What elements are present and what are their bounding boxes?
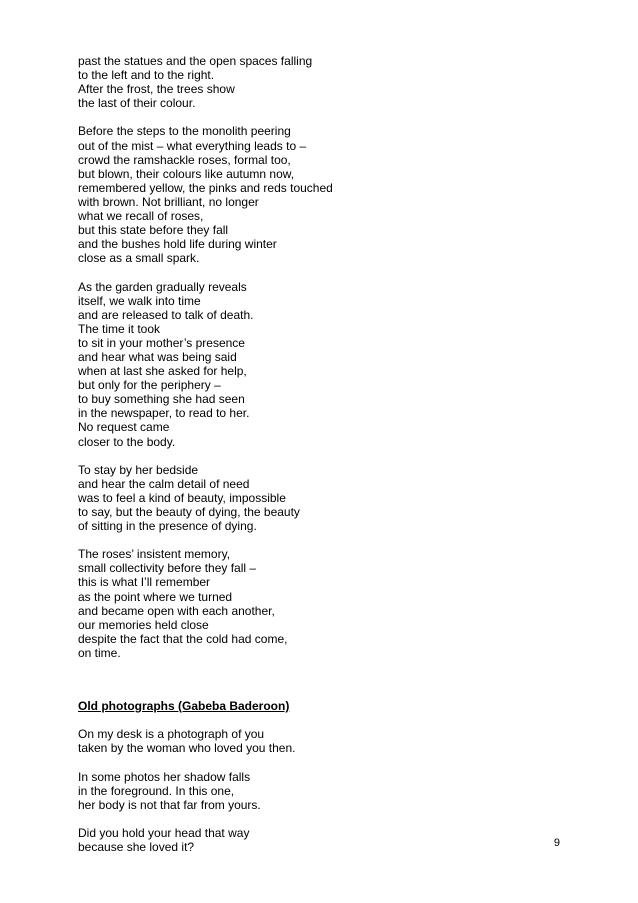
- poem-line: with brown. Not brilliant, no longer: [78, 194, 259, 209]
- poem-line: to buy something she had seen: [78, 392, 245, 407]
- poem-line: this is what I’ll remember: [78, 575, 211, 590]
- poem-text-column: [78, 54, 558, 854]
- poem-line: small collectivity before they fall –: [78, 561, 257, 576]
- poem-line: As the garden gradually reveals: [78, 279, 247, 294]
- poem-line: in the newspaper, to read to her.: [78, 406, 250, 421]
- poem-line: After the frost, the trees show: [78, 82, 235, 97]
- stanza-gap: [78, 449, 558, 463]
- poem-line: but only for the periphery –: [78, 378, 221, 393]
- poem-line: in the foreground. In this one,: [78, 783, 235, 798]
- poem-line: what we recall of roses,: [78, 209, 204, 224]
- poem-line: Did you hold your head that way: [78, 825, 250, 840]
- stanza: [78, 826, 558, 854]
- stanza-gap: [78, 812, 558, 826]
- poem-line: her body is not that far from yours.: [78, 797, 261, 812]
- poem-line: taken by the woman who loved you then.: [78, 741, 296, 756]
- poem-line: On my desk is a photograph of you: [78, 727, 265, 742]
- poem-line: the last of their colour.: [78, 96, 196, 111]
- poem-line: The time it took: [78, 321, 161, 336]
- poem-line: and hear the calm detail of need: [78, 476, 250, 491]
- poem-line: to the left and to the right.: [78, 68, 215, 83]
- stanza: [78, 727, 558, 755]
- poem-line: and are released to talk of death.: [78, 307, 254, 322]
- poem-line: but this state before they fall: [78, 223, 229, 238]
- poem-line: closer to the body.: [78, 434, 176, 449]
- poem-line: when at last she asked for help,: [78, 364, 247, 379]
- poem-line: on time.: [78, 645, 121, 660]
- stanza: [78, 54, 558, 110]
- section-gap: [78, 660, 558, 699]
- poem-line: and hear what was being said: [78, 349, 237, 364]
- stanza-gap: [78, 265, 558, 279]
- page-number: 9: [553, 837, 560, 849]
- poem-line: despite the fact that the cold had come,: [78, 631, 288, 646]
- stanza-gap: [78, 110, 558, 124]
- stanza-gap: [78, 533, 558, 547]
- poem-line: our memories held close: [78, 617, 209, 632]
- poem-line: The roses’ insistent memory,: [78, 547, 231, 562]
- poem-line: was to feel a kind of beauty, impossible: [78, 490, 286, 505]
- poem-line: to say, but the beauty of dying, the beauty: [78, 505, 300, 519]
- poem-line: but blown, their colours like autumn now,: [78, 166, 295, 181]
- poem-line: because she loved it?: [78, 839, 195, 854]
- poem-title: Old photographs (Gabeba Baderoon): [78, 699, 290, 714]
- poem-line: In some photos her shadow falls: [78, 769, 251, 784]
- stanza: [78, 124, 558, 265]
- poem-line: crowd the ramshackle roses, formal too,: [78, 152, 291, 167]
- poem-line: out of the mist – what everything leads to –: [78, 138, 307, 153]
- poem-line: to sit in your mother’s presence: [78, 335, 245, 350]
- stanza-gap: [78, 713, 558, 727]
- poem-line: and became open with each another,: [78, 603, 275, 618]
- poem-line: past the statues and the open spaces falling: [78, 54, 313, 68]
- stanza-gap: [78, 755, 558, 769]
- poem-line: and the bushes hold life during winter: [78, 237, 277, 252]
- poem-continuation: [78, 54, 558, 660]
- poem-line: To stay by her bedside: [78, 462, 199, 477]
- poem-old-photographs: [78, 727, 558, 854]
- stanza: [78, 547, 558, 660]
- stanza: [78, 280, 558, 449]
- stanza: [78, 463, 558, 533]
- poem-line: as the point where we turned: [78, 589, 233, 604]
- poem-line: Before the steps to the monolith peering: [78, 124, 291, 139]
- poem-line: No request came: [78, 420, 170, 435]
- poem-line: close as a small spark.: [78, 251, 200, 266]
- poem-line: of sitting in the presence of dying.: [78, 519, 257, 534]
- poem-line: itself, we walk into time: [78, 293, 201, 308]
- poem-line: remembered yellow, the pinks and reds touched: [78, 180, 333, 195]
- stanza: [78, 770, 558, 812]
